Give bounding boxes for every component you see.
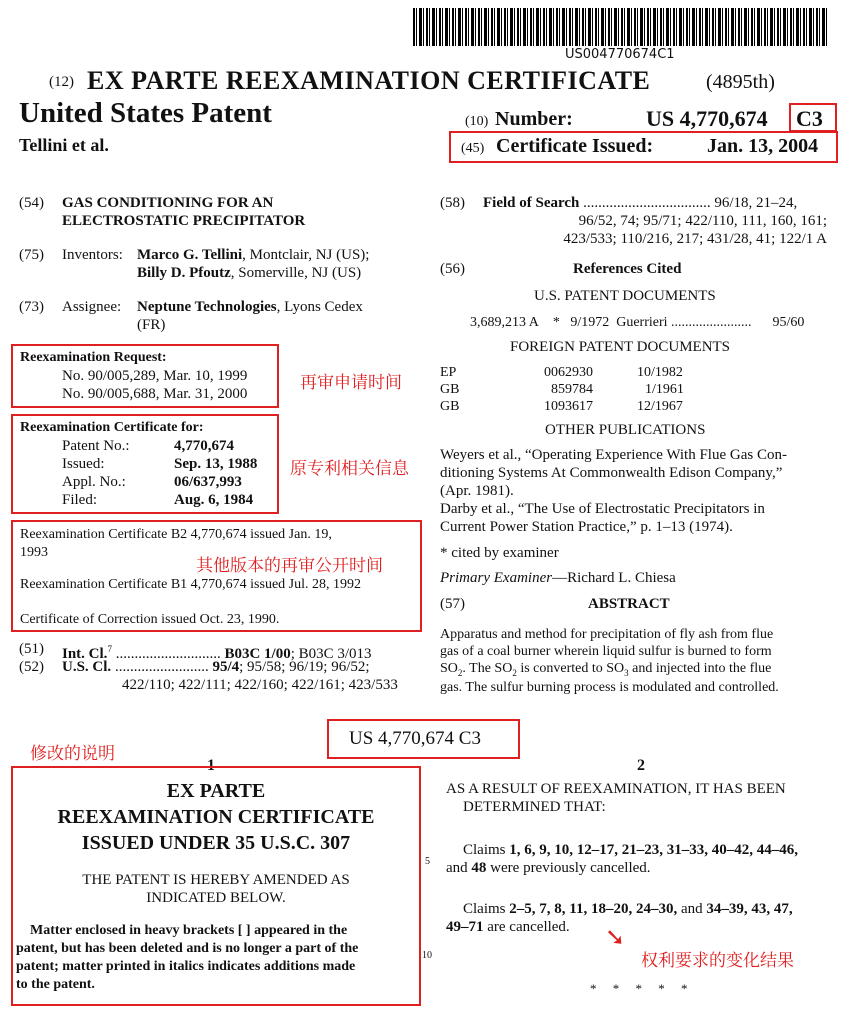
issued-date: Jan. 13, 2004 (707, 135, 819, 157)
code-57: (57) (440, 596, 465, 612)
us-docs-title: U.S. PATENT DOCUMENTS (534, 288, 716, 304)
issued-label: Certificate Issued: (496, 135, 654, 157)
request-title: Reexamination Request: (20, 350, 167, 365)
foreign-row: 10/1982 (637, 365, 683, 380)
abstract-line2: gas of a coal burner wherein liquid sulfur is burned to form (440, 644, 772, 659)
code-73: (73) (19, 299, 44, 315)
appl-label: Appl. No.: (62, 474, 126, 490)
matter-line1: Matter enclosed in heavy brackets [ ] appeared in the (30, 923, 348, 938)
annotation-amendment-note: 修改的说明 (30, 744, 115, 764)
references-title: References Cited (573, 261, 682, 277)
patent-no-label: Patent No.: (62, 438, 130, 454)
amended-line1: THE PATENT IS HEREBY AMENDED AS (82, 872, 350, 888)
center-number: US 4,770,674 C3 (349, 728, 481, 749)
us-cl-2: 422/110; 422/111; 422/160; 422/161; 423/533 (122, 677, 398, 693)
assignee-label: Assignee: (62, 299, 122, 315)
abstract-line3: $SO_2$. The $SO_2$ is converted to $SO_3$ and injected into the flue (440, 661, 772, 678)
number-label: Number: (495, 108, 573, 130)
end-stars: * * * * * (590, 981, 688, 996)
orig-issued-label: Issued: (62, 456, 105, 472)
claims-previously-cancelled-2: and 48 were previously cancelled. (446, 860, 651, 876)
usc-heading: ISSUED UNDER 35 U.S.C. 307 (81, 832, 351, 854)
inventors-label: Inventors: (62, 247, 123, 263)
primary-examiner: Primary Examiner—Richard L. Chiesa (440, 570, 676, 586)
column-2-number: 2 (637, 757, 645, 774)
foreign-row: 0062930 (544, 365, 593, 380)
assignee: Neptune Technologies, Lyons Cedex (137, 299, 363, 315)
code-51: (51) (19, 641, 44, 657)
other-cert-b2: Reexamination Certificate B2 4,770,674 issued Jan. 19, (20, 527, 332, 542)
foreign-row: GB (440, 399, 460, 414)
abstract-line1: Apparatus and method for precipitation of fly ash from flue (440, 627, 774, 642)
title-line2: ELECTROSTATIC PRECIPITATOR (62, 213, 306, 229)
claims-previously-cancelled: Claims 1, 6, 9, 10, 12–17, 21–23, 31–33, 40–42, 44–46, (463, 842, 799, 858)
field-of-search-2: 96/52, 74; 95/71; 422/110, 111, 160, 161; (578, 213, 827, 229)
code-52: (52) (19, 659, 44, 675)
kind-code-highlight (789, 103, 837, 132)
barcode (413, 8, 827, 46)
result-line1: AS A RESULT OF REEXAMINATION, IT HAS BEEN (446, 781, 786, 797)
result-line2: DETERMINED THAT: (463, 799, 606, 815)
foreign-row: 859784 (551, 382, 593, 397)
barcode-text: US004770674C1 (565, 47, 675, 62)
certificate-of-correction: Certificate of Correction issued Oct. 23, 1990. (20, 612, 280, 627)
issued-highlight (449, 131, 838, 163)
claims-cancelled: Claims 2–5, 7, 8, 11, 18–20, 24–30, and 34–39, 43, 47, (463, 901, 793, 917)
other-cert-b1: Reexamination Certificate B1 4,770,674 issued Jul. 28, 1992 (20, 577, 362, 592)
inventor-2: Billy D. Pfoutz, Somerville, NJ (US) (137, 265, 362, 281)
field-of-search-3: 423/533; 110/216, 217; 431/28, 41; 122/1 A (563, 231, 827, 247)
amended-line2: INDICATED BELOW. (146, 890, 286, 906)
matter-line3: patent; matter printed in italics indicates additions made (16, 959, 356, 974)
pub2-line2: Current Power Station Practice,” p. 1–13 (1974). (440, 519, 733, 535)
orig-issued-value: Sep. 13, 1988 (174, 456, 258, 472)
certificate-title: EX PARTE REEXAMINATION CERTIFICATE (87, 66, 651, 95)
foreign-row: 12/1967 (637, 399, 683, 414)
code-75: (75) (19, 247, 44, 263)
foreign-row: 1/1961 (645, 382, 684, 397)
foreign-row: EP (440, 365, 457, 380)
other-pubs-title: OTHER PUBLICATIONS (545, 422, 706, 438)
cert-for-title: Reexamination Certificate for: (20, 420, 204, 435)
title-line1: GAS CONDITIONING FOR AN (62, 195, 274, 211)
code-56: (56) (440, 261, 465, 277)
request-1: No. 90/005,289, Mar. 10, 1999 (62, 368, 248, 384)
patent-no-value: 4,770,674 (174, 438, 234, 454)
code-45: (45) (461, 141, 485, 156)
appl-value: 06/637,993 (174, 474, 242, 490)
assignee-country: (FR) (137, 317, 166, 333)
pub2-line1: Darby et al., “The Use of Electrostatic Precipitators in (440, 501, 765, 517)
foreign-row: 1093617 (544, 399, 593, 414)
code-58: (58) (440, 195, 465, 211)
column-1-number: 1 (207, 757, 215, 774)
filed-value: Aug. 6, 1984 (174, 492, 254, 508)
foreign-title: FOREIGN PATENT DOCUMENTS (510, 339, 731, 355)
request-2: No. 90/005,688, Mar. 31, 2000 (62, 386, 248, 402)
abstract-line4: gas. The sulfur burning process is modulated and controlled. (440, 680, 779, 695)
field-of-search: Field of Search .................................. 96/18, 21–24, (483, 195, 798, 211)
pub1-line3: (Apr. 1981). (440, 483, 514, 499)
filed-label: Filed: (62, 492, 98, 508)
country-title: United States Patent (19, 97, 272, 129)
claims-cancelled-2: 49–71 are cancelled. (446, 919, 570, 935)
reexam-heading: REEXAMINATION CERTIFICATE (57, 806, 375, 828)
kind-code: C3 (796, 106, 823, 131)
cited-by-examiner: * cited by examiner (440, 545, 559, 561)
line-number-5: 5 (425, 856, 430, 867)
line-number-10: 10 (422, 950, 432, 961)
code-12: (12) (49, 74, 74, 90)
abstract-title: ABSTRACT (588, 596, 670, 612)
patent-number: US 4,770,674 (646, 106, 768, 131)
other-cert-b2-year: 1993 (20, 545, 48, 560)
matter-line2: patent, but has been deleted and is no longer a part of the (16, 941, 359, 956)
matter-line4: to the patent. (16, 977, 95, 992)
certificate-number: (4895th) (706, 71, 775, 93)
code-54: (54) (19, 195, 44, 211)
inventor-1: Marco G. Tellini, Montclair, NJ (US); (137, 247, 370, 263)
annotation-request-time: 再审申请时间 (300, 373, 402, 393)
int-cl: Int. Cl.$^7$ ............................ B03C 1/00; B03C 3/013 (62, 644, 372, 662)
inventor-short: Tellini et al. (19, 135, 109, 155)
pub1-line2: ditioning Systems At Commonwealth Edison Company,” (440, 465, 783, 481)
annotation-claims-result: 权利要求的变化结果 (641, 951, 794, 971)
us-doc-row: 3,689,213 A * 9/1972 Guerrieri ....................... 95/60 (470, 315, 805, 330)
code-10: (10) (465, 114, 489, 129)
foreign-row: GB (440, 382, 460, 397)
annotation-other-versions: 其他版本的再审公开时间 (196, 556, 383, 576)
annotation-original-info: 原专利相关信息 (290, 459, 409, 479)
us-cl: U.S. Cl. ......................... 95/4; 95/58; 96/19; 96/52; (62, 659, 370, 675)
ex-parte-heading: EX PARTE (166, 780, 266, 802)
arrow-icon: ➘ (605, 923, 626, 951)
pub1-line1: Weyers et al., “Operating Experience With Flue Gas Con- (440, 447, 787, 463)
